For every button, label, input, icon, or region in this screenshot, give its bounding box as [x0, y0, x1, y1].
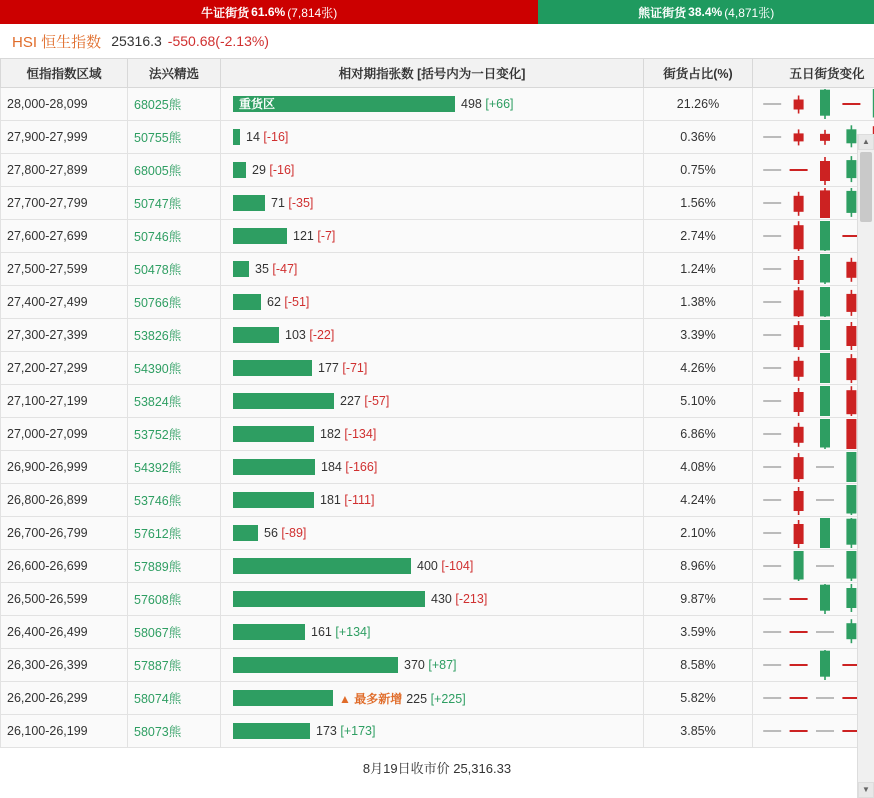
table-row[interactable] — [1, 451, 874, 484]
table-header-row — [1, 59, 874, 88]
contracts-delta: [+66] — [485, 97, 513, 111]
table-row[interactable] — [1, 583, 874, 616]
contracts-bar — [233, 393, 334, 409]
bull-count: (7,814张) — [287, 4, 337, 21]
bar-label — [404, 658, 457, 672]
bar-label — [252, 163, 294, 177]
cell-five-day-sparkline — [753, 154, 874, 187]
cell-warrant-code[interactable]: 57612熊 — [128, 517, 221, 550]
contracts-delta: [+87] — [428, 658, 456, 672]
bar-wrapper — [227, 385, 637, 417]
cell-zone: 26,300-26,399 — [1, 649, 128, 682]
cell-zone: 26,500-26,599 — [1, 583, 128, 616]
cell-five-day-sparkline — [753, 352, 874, 385]
contracts-bar — [233, 591, 425, 607]
cell-contracts-bar — [221, 616, 644, 649]
bar-wrapper — [227, 154, 637, 186]
bar-label — [264, 526, 306, 540]
table-row[interactable] — [1, 121, 874, 154]
cell-zone: 27,700-27,799 — [1, 187, 128, 220]
cell-share-percent: 5.10% — [644, 385, 753, 418]
table-row[interactable] — [1, 154, 874, 187]
cell-share-percent: 0.36% — [644, 121, 753, 154]
cell-warrant-code[interactable]: 50746熊 — [128, 220, 221, 253]
cell-share-percent: 4.26% — [644, 352, 753, 385]
contracts-delta: [-213] — [455, 592, 487, 606]
cell-warrant-code[interactable]: 50747熊 — [128, 187, 221, 220]
bar-label — [417, 559, 473, 573]
table-row[interactable] — [1, 517, 874, 550]
bull-percent: 61.6% — [251, 5, 285, 19]
cell-zone: 26,700-26,799 — [1, 517, 128, 550]
contracts-bar — [233, 162, 246, 178]
bar-wrapper — [227, 451, 637, 483]
cell-share-percent: 2.10% — [644, 517, 753, 550]
cell-contracts-bar — [221, 451, 644, 484]
contracts-delta: [-104] — [441, 559, 473, 573]
bar-wrapper — [227, 352, 637, 384]
contracts-value: 370 — [404, 658, 425, 672]
cell-warrant-code[interactable]: 50755熊 — [128, 121, 221, 154]
contracts-delta: [+134] — [335, 625, 370, 639]
bear-percent: 38.4% — [688, 5, 722, 19]
contracts-bar — [233, 327, 279, 343]
contracts-bar — [233, 690, 333, 706]
bar-wrapper — [227, 319, 637, 351]
cell-contracts-bar — [221, 352, 644, 385]
contracts-value: 173 — [316, 724, 337, 738]
contracts-delta: [+173] — [340, 724, 375, 738]
cell-five-day-sparkline — [753, 253, 874, 286]
cell-contracts-bar — [221, 484, 644, 517]
cell-zone: 27,000-27,099 — [1, 418, 128, 451]
contracts-delta: [-111] — [344, 493, 374, 507]
contracts-value: 400 — [417, 559, 438, 573]
cell-warrant-code[interactable]: 57889熊 — [128, 550, 221, 583]
bar-wrapper — [227, 253, 637, 285]
contracts-bar — [233, 294, 261, 310]
cell-five-day-sparkline — [753, 220, 874, 253]
cell-five-day-sparkline — [753, 517, 874, 550]
cell-zone: 27,100-27,199 — [1, 385, 128, 418]
scroll-up-arrow[interactable]: ▲ — [858, 134, 874, 150]
contracts-bar — [233, 261, 249, 277]
contracts-value: 71 — [271, 196, 285, 210]
contracts-bar — [233, 492, 314, 508]
contracts-delta: [-71] — [342, 361, 367, 375]
col-share: 街货占比(%) — [644, 59, 753, 88]
cell-share-percent: 3.85% — [644, 715, 753, 748]
bar-label — [340, 394, 389, 408]
contracts-value: 225 — [406, 692, 427, 706]
contracts-bar — [233, 657, 398, 673]
table-row[interactable] — [1, 286, 874, 319]
table-row[interactable] — [1, 418, 874, 451]
bar-wrapper — [227, 286, 637, 318]
bar-label — [320, 427, 376, 441]
cell-contracts-bar — [221, 649, 644, 682]
bar-label — [339, 690, 466, 707]
bar-label — [246, 130, 288, 144]
table-row[interactable] — [1, 88, 874, 121]
table-row[interactable] — [1, 616, 874, 649]
cell-warrant-code[interactable]: 54390熊 — [128, 352, 221, 385]
cell-zone: 26,900-26,999 — [1, 451, 128, 484]
cell-zone: 27,800-27,899 — [1, 154, 128, 187]
vertical-scrollbar[interactable] — [857, 134, 874, 798]
cell-warrant-code[interactable]: 58074熊 — [128, 682, 221, 715]
contracts-value: 498 — [461, 97, 482, 111]
cell-share-percent: 1.24% — [644, 253, 753, 286]
contracts-delta: [-166] — [345, 460, 377, 474]
closing-price-footer: 8月19日收市价 25,316.33 — [0, 748, 874, 777]
cell-five-day-sparkline — [753, 715, 874, 748]
contracts-value: 14 — [246, 130, 260, 144]
cell-contracts-bar — [221, 682, 644, 715]
contracts-bar — [233, 195, 265, 211]
bar-wrapper — [227, 616, 637, 648]
cell-warrant-code[interactable]: 57608熊 — [128, 583, 221, 616]
street-stock-table — [0, 58, 874, 748]
index-change: -550.68(-2.13%) — [168, 33, 269, 49]
contracts-value: 184 — [321, 460, 342, 474]
bar-label — [311, 625, 370, 639]
cell-share-percent: 2.74% — [644, 220, 753, 253]
cell-zone: 27,600-27,699 — [1, 220, 128, 253]
cell-warrant-code[interactable]: 57887熊 — [128, 649, 221, 682]
cell-contracts-bar — [221, 583, 644, 616]
cell-share-percent: 21.26% — [644, 88, 753, 121]
cell-five-day-sparkline — [753, 550, 874, 583]
table-row[interactable] — [1, 187, 874, 220]
cell-five-day-sparkline — [753, 484, 874, 517]
bar-label — [285, 328, 334, 342]
bar-wrapper — [227, 220, 637, 252]
col-code: 法兴精选 — [128, 59, 221, 88]
cell-zone: 26,800-26,899 — [1, 484, 128, 517]
cell-contracts-bar — [221, 88, 644, 121]
cell-warrant-code[interactable]: 58067熊 — [128, 616, 221, 649]
bar-wrapper — [227, 715, 637, 747]
cell-warrant-code[interactable]: 53746熊 — [128, 484, 221, 517]
index-value: 25316.3 — [111, 33, 162, 49]
cell-share-percent: 4.08% — [644, 451, 753, 484]
cell-warrant-code[interactable]: 68025熊 — [128, 88, 221, 121]
bar-label — [431, 592, 487, 606]
most-new-tag: ▲ 最多新增 — [339, 692, 402, 706]
cell-warrant-code[interactable]: 50478熊 — [128, 253, 221, 286]
cell-zone: 26,100-26,199 — [1, 715, 128, 748]
table-container — [0, 58, 874, 748]
bar-wrapper — [227, 484, 637, 516]
table-row[interactable] — [1, 385, 874, 418]
cell-zone: 27,500-27,599 — [1, 253, 128, 286]
bear-ratio-segment — [538, 0, 874, 24]
bar-wrapper — [227, 187, 637, 219]
cell-zone: 27,400-27,499 — [1, 286, 128, 319]
cell-zone: 26,200-26,299 — [1, 682, 128, 715]
cell-contracts-bar — [221, 187, 644, 220]
cell-five-day-sparkline — [753, 88, 874, 121]
cell-share-percent: 3.39% — [644, 319, 753, 352]
cell-contracts-bar — [221, 154, 644, 187]
cell-zone: 28,000-28,099 — [1, 88, 128, 121]
contracts-value: 181 — [320, 493, 341, 507]
table-body — [1, 88, 874, 748]
cell-contracts-bar — [221, 286, 644, 319]
cell-share-percent: 6.86% — [644, 418, 753, 451]
bar-label — [318, 361, 367, 375]
contracts-value: 121 — [293, 229, 314, 243]
cell-share-percent: 8.58% — [644, 649, 753, 682]
contracts-bar — [233, 129, 240, 145]
cell-five-day-sparkline — [753, 121, 874, 154]
cell-share-percent: 0.75% — [644, 154, 753, 187]
cell-zone: 27,900-27,999 — [1, 121, 128, 154]
cell-zone: 26,600-26,699 — [1, 550, 128, 583]
contracts-value: 430 — [431, 592, 452, 606]
col-contracts: 相对期指张数 [括号内为一日变化] — [221, 59, 644, 88]
cell-share-percent: 8.96% — [644, 550, 753, 583]
cell-five-day-sparkline — [753, 451, 874, 484]
cell-contracts-bar — [221, 253, 644, 286]
contracts-value: 182 — [320, 427, 341, 441]
bar-label — [461, 97, 514, 111]
cell-contracts-bar — [221, 121, 644, 154]
cell-zone: 27,300-27,399 — [1, 319, 128, 352]
contracts-bar — [233, 723, 310, 739]
scroll-down-arrow[interactable]: ▼ — [858, 782, 874, 798]
bar-wrapper — [227, 88, 637, 120]
contracts-value: 103 — [285, 328, 306, 342]
index-header — [0, 24, 874, 58]
cell-five-day-sparkline — [753, 385, 874, 418]
contracts-bar — [233, 459, 315, 475]
table-row[interactable] — [1, 649, 874, 682]
table-row[interactable] — [1, 550, 874, 583]
cell-five-day-sparkline — [753, 319, 874, 352]
bar-wrapper — [227, 517, 637, 549]
bar-label — [321, 460, 377, 474]
cell-share-percent: 3.59% — [644, 616, 753, 649]
table-row[interactable] — [1, 484, 874, 517]
contracts-delta: [-57] — [364, 394, 389, 408]
contracts-value: 161 — [311, 625, 332, 639]
contracts-delta: [-35] — [288, 196, 313, 210]
bar-label — [316, 724, 375, 738]
cell-warrant-code[interactable]: 53824熊 — [128, 385, 221, 418]
contracts-bar — [233, 426, 314, 442]
cell-share-percent: 4.24% — [644, 484, 753, 517]
bar-wrapper — [227, 121, 637, 153]
contracts-delta: [-22] — [309, 328, 334, 342]
cell-five-day-sparkline — [753, 616, 874, 649]
cell-five-day-sparkline — [753, 286, 874, 319]
table-row[interactable] — [1, 352, 874, 385]
cell-zone: 27,200-27,299 — [1, 352, 128, 385]
cell-contracts-bar — [221, 220, 644, 253]
contracts-bar — [233, 525, 258, 541]
bar-label — [255, 262, 297, 276]
contracts-value: 35 — [255, 262, 269, 276]
bar-wrapper — [227, 649, 637, 681]
bar-wrapper — [227, 682, 637, 714]
cell-contracts-bar — [221, 715, 644, 748]
bear-label: 熊证街货 — [638, 4, 686, 21]
cell-five-day-sparkline — [753, 187, 874, 220]
index-name: HSI 恒生指数 — [12, 31, 101, 52]
contracts-delta: [-134] — [344, 427, 376, 441]
contracts-delta: [-7] — [317, 229, 335, 243]
cell-warrant-code[interactable]: 53826熊 — [128, 319, 221, 352]
table-row[interactable] — [1, 220, 874, 253]
cell-contracts-bar — [221, 418, 644, 451]
heavy-zone-tag: 重货区 — [239, 96, 275, 112]
cell-warrant-code[interactable]: 68005熊 — [128, 154, 221, 187]
cell-five-day-sparkline — [753, 418, 874, 451]
table-row[interactable] — [1, 682, 874, 715]
table-row[interactable] — [1, 715, 874, 748]
street-stock-ratio-bar — [0, 0, 874, 24]
cell-share-percent: 1.38% — [644, 286, 753, 319]
bar-wrapper — [227, 583, 637, 615]
contracts-bar — [233, 360, 312, 376]
contracts-delta: [-16] — [269, 163, 294, 177]
contracts-delta: [-89] — [281, 526, 306, 540]
bar-wrapper — [227, 550, 637, 582]
contracts-delta: [+225] — [431, 692, 466, 706]
bar-label — [293, 229, 335, 243]
contracts-value: 56 — [264, 526, 278, 540]
bar-label — [267, 295, 309, 309]
cell-contracts-bar — [221, 385, 644, 418]
cell-five-day-sparkline — [753, 682, 874, 715]
scrollbar-thumb[interactable] — [860, 152, 872, 222]
col-five-day: 五日街货变化 — [753, 59, 874, 88]
cell-share-percent: 1.56% — [644, 187, 753, 220]
cell-five-day-sparkline — [753, 649, 874, 682]
col-zone: 恒指指数区域 — [1, 59, 128, 88]
cell-share-percent: 9.87% — [644, 583, 753, 616]
cell-warrant-code[interactable]: 54392熊 — [128, 451, 221, 484]
cell-contracts-bar — [221, 517, 644, 550]
table-row[interactable] — [1, 253, 874, 286]
cell-contracts-bar — [221, 550, 644, 583]
contracts-bar — [233, 228, 287, 244]
contracts-value: 62 — [267, 295, 281, 309]
contracts-bar — [233, 624, 305, 640]
table-row[interactable] — [1, 319, 874, 352]
cell-share-percent: 5.82% — [644, 682, 753, 715]
bear-count: (4,871张) — [724, 4, 774, 21]
contracts-delta: [-16] — [263, 130, 288, 144]
cell-zone: 26,400-26,499 — [1, 616, 128, 649]
cell-warrant-code[interactable]: 50766熊 — [128, 286, 221, 319]
contracts-delta: [-51] — [284, 295, 309, 309]
contracts-delta: [-47] — [272, 262, 297, 276]
contracts-value: 177 — [318, 361, 339, 375]
bull-label: 牛证街货 — [201, 4, 249, 21]
contracts-bar — [233, 558, 411, 574]
cell-warrant-code[interactable]: 53752熊 — [128, 418, 221, 451]
five-day-sparkline — [759, 89, 874, 119]
cell-contracts-bar — [221, 319, 644, 352]
bar-label — [320, 493, 374, 507]
bar-label — [271, 196, 313, 210]
contracts-value: 29 — [252, 163, 266, 177]
bar-wrapper — [227, 418, 637, 450]
cell-warrant-code[interactable]: 58073熊 — [128, 715, 221, 748]
bull-ratio-segment — [0, 0, 538, 24]
contracts-value: 227 — [340, 394, 361, 408]
cell-five-day-sparkline — [753, 583, 874, 616]
